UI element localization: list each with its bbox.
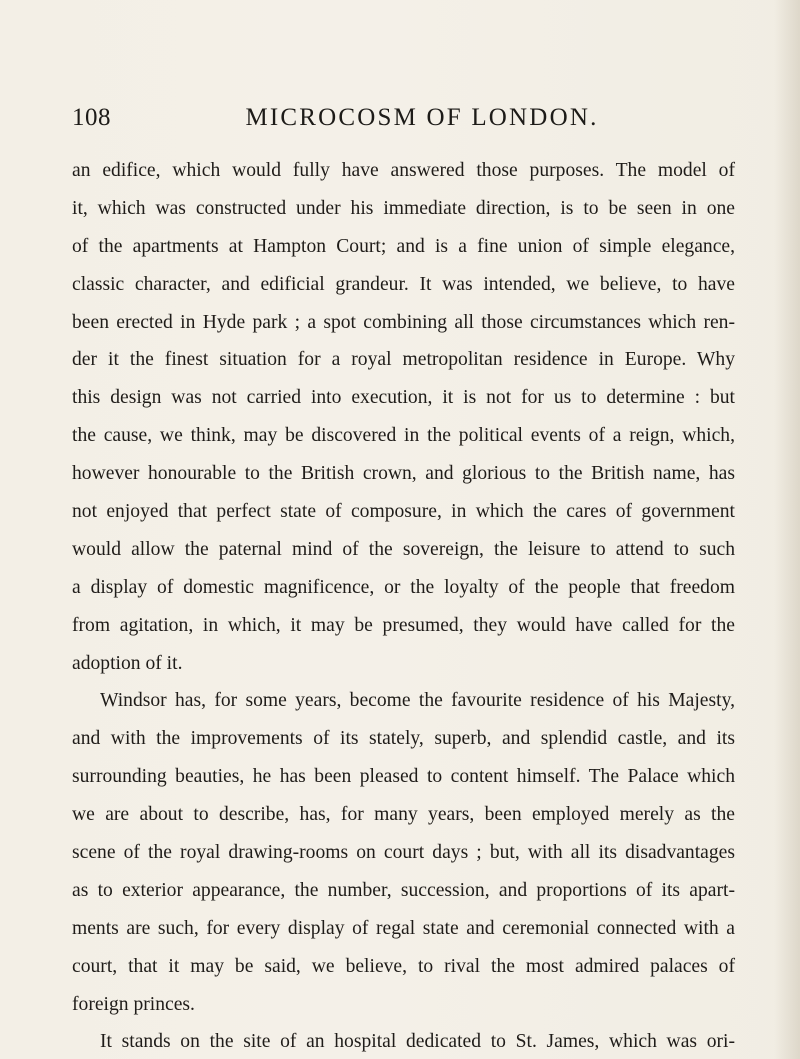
page-header <box>72 104 732 140</box>
text-line: ments are such, for every display of regal state and ceremonial connected with a <box>72 917 735 939</box>
text-line: It stands on the site of an hospital dedicated to St. James, which was ori- <box>100 1031 735 1053</box>
text-line: an edifice, which would fully have answered those purposes. The model of <box>72 160 735 181</box>
text-line: as to exterior appearance, the number, succession, and proportions of its apart- <box>72 879 735 901</box>
text-line: foreign princes. <box>72 993 195 1015</box>
text-line: surrounding beauties, he has been pleased to content himself. The Palace which <box>72 766 735 788</box>
paragraph <box>72 152 735 682</box>
text-line: we are about to describe, has, for many years, been employed merely as the <box>72 804 735 826</box>
text-line: Windsor has, for some years, become the favourite residence of his Majesty, <box>100 690 735 712</box>
text-line: of the apartments at Hampton Court; and is a fine union of simple elegance, <box>72 235 735 257</box>
text-line: however honourable to the British crown, and glorious to the British name, has <box>72 463 735 485</box>
text-line: it, which was constructed under his immediate direction, is to be seen in one <box>72 197 735 219</box>
text-line: scene of the royal drawing-rooms on court days ; but, with all its disadvantages <box>72 842 735 864</box>
page-number: 108 <box>72 104 111 131</box>
text-line: this design was not carried into execution, it is not for us to determine : but <box>72 387 735 409</box>
text-line: from agitation, in which, it may be presumed, they would have called for the <box>72 614 735 636</box>
text-line: and with the improvements of its stately, superb, and splendid castle, and its <box>72 728 735 750</box>
body-text <box>72 152 735 1059</box>
page-edge-shadow <box>774 0 800 1059</box>
paragraph <box>72 1023 735 1059</box>
text-line: classic character, and edificial grandeur. It was intended, we believe, to have <box>72 273 735 295</box>
text-line: adoption of it. <box>72 652 183 674</box>
text-line: court, that it may be said, we believe, to rival the most admired palaces of <box>72 955 735 977</box>
paragraph <box>72 682 735 1023</box>
text-line: been erected in Hyde park ; a spot combining all those circumstances which ren- <box>72 311 735 333</box>
text-line: the cause, we think, may be discovered in the political events of a reign, which, <box>72 425 735 447</box>
text-line: der it the finest situation for a royal metropolitan residence in Europe. Why <box>72 349 735 371</box>
text-line: not enjoyed that perfect state of composure, in which the cares of government <box>72 501 735 523</box>
text-line: a display of domestic magnificence, or the loyalty of the people that freedom <box>72 576 735 598</box>
text-line: would allow the paternal mind of the sovereign, the leisure to attend to such <box>72 538 735 560</box>
running-title: MICROCOSM OF LONDON. <box>245 104 599 131</box>
